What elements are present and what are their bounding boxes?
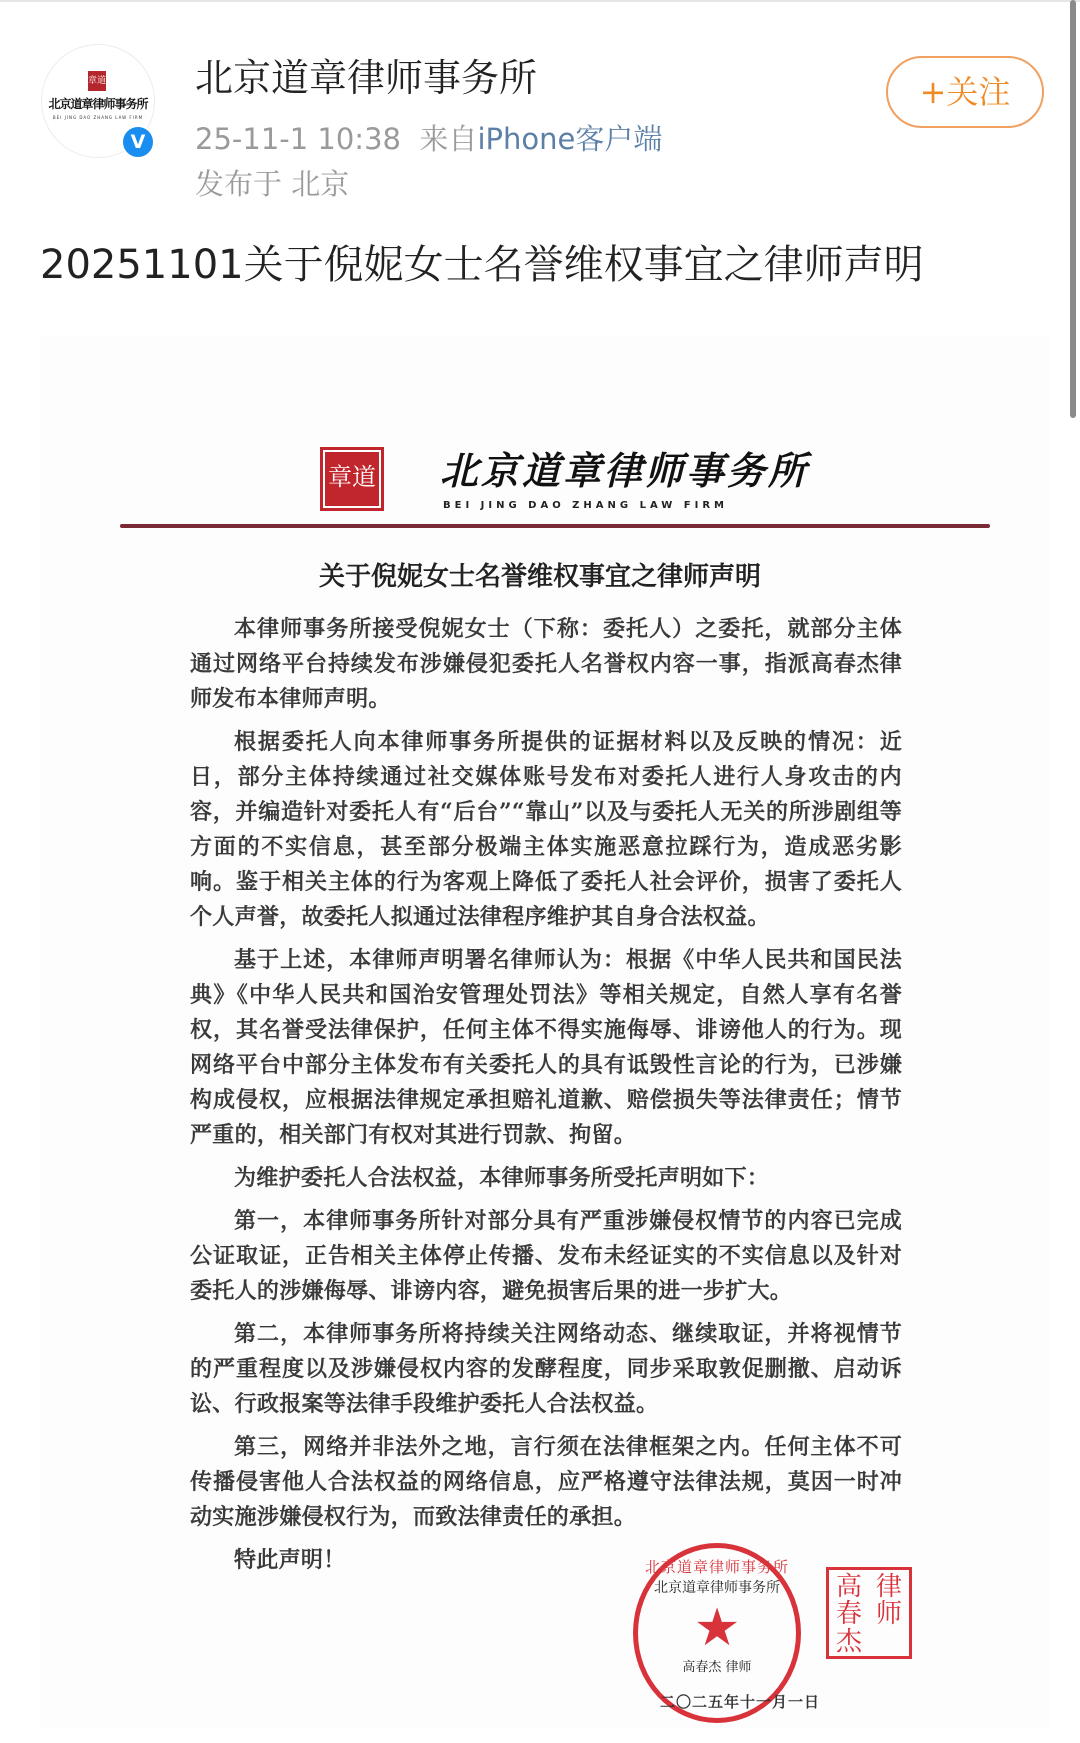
stamp-firm-name: 北京道章律师事务所 [654,1580,780,1596]
post-location: 发布于 北京 [195,167,350,201]
top-divider [0,0,1080,2]
seal-char: 律 [875,1572,902,1602]
document-closing: 特此声明！ [234,1547,346,1573]
stamp-ring-text: 北京道章律师事务所 [644,1558,789,1576]
letterhead-english-name: BEI JING DAO ZHANG LAW FIRM [443,500,728,511]
seal-char: 高 [835,1572,862,1602]
post-text: 20251101关于倪妮女士名誉维权事宜之律师声明 [40,242,924,288]
document-paragraph: 为维护委托人合法权益，本律师事务所受托声明如下： [234,1165,770,1191]
document-paragraph: 第三，网络并非法外之地，言行须在法律框架之内。任何主体不可传播侵害他人合法权益的网络信息，应严格遵守法律法规，莫因一时冲动实施涉嫌侵权行为，而致法律责任的承担。 [190,1434,902,1530]
avatar-logo-text: 北京道章律师事务所 [48,97,148,111]
letterhead-divider [120,524,990,528]
document-paragraph: 基于上述，本律师声明署名律师认为：根据《中华人民共和国民法典》《中华人民共和国治安管理处罚法》等相关规定，自然人享有名誉权，其名誉受法律保护，任何主体不得实施侮辱、诽谤他人的行为。现网络平台中部分主体发布有关委托人的具有诋毁性言论的行为，已涉嫌构成侵权，应根据法律规定承担赔礼道歉、赔偿损失等法律责任；情节严重的，相关部门有权对其进行罚款、拘留。 [190,947,902,1148]
follow-button[interactable]: +关注 [886,56,1044,128]
document-paragraph: 本律师事务所接受倪妮女士（下称：委托人）之委托，就部分主体通过网络平台持续发布涉嫌侵犯委托人名誉权内容一事，指派高春杰律师发布本律师声明。 [190,616,902,712]
avatar-logo-subtext: BEI JING DAO ZHANG LAW FIRM [52,115,144,120]
verified-icon: V [121,125,155,159]
signature-block [190,1543,902,1743]
scrollbar[interactable] [1070,0,1076,418]
seal-char [869,1629,909,1656]
lawyer-name-seal [826,1567,912,1659]
avatar-logo-seal: 章道 [88,71,106,91]
star-icon: ★ [693,1598,741,1658]
source-link[interactable]: iPhone客户端 [477,122,663,156]
letterhead-name: 北京道章律师事务所 [440,448,810,493]
seal-char: 春 [835,1599,862,1630]
source-prefix: 来自 [419,122,478,156]
seal-char: 杰 [835,1626,862,1657]
document-paragraph: 根据委托人向本律师事务所提供的证据材料以及反映的情况：近日，部分主体持续通过社交媒体账号发布对委托人进行人身攻击的内容，并编造针对委托人有“后台”“靠山”以及与委托人无关的所涉剧组等方面的不实信息，甚至部分极端主体实施恶意拉踩行为，造成恶劣影响。鉴于相关主体的行为客观上降低了委托人社会评价，损害了委托人个人声誉，故委托人拟通过法律程序维护其自身合法权益。 [190,729,902,930]
document-title: 关于倪妮女士名誉维权事宜之律师声明 [318,562,761,592]
seal-char: 师 [875,1599,902,1630]
document-paragraph: 第一，本律师事务所针对部分具有严重涉嫌侵权情节的内容已完成公证取证，正告相关主体停止传播、发布未经证实的不实信息以及针对委托人的涉嫌侮辱、诽谤内容，避免损害后果的进一步扩大。 [190,1208,902,1304]
letterhead-logo-seal: 章道 [320,447,384,511]
document-body [190,612,902,1743]
stamp-lawyer-name: 高春杰 律师 [682,1660,752,1675]
timestamp: 25-11-1 10:38 [195,122,401,156]
author-name[interactable]: 北京道章律师事务所 [195,56,538,100]
document-date: 二〇二五年十一月一日 [660,1693,821,1711]
post-meta [195,121,662,157]
document-paragraph: 第二，本律师事务所将持续关注网络动态、继续取证，并将视情节的严重程度以及涉嫌侵权内容的发酵程度，同步采取敦促删撤、启动诉讼、行政报案等法律手段维护委托人合法权益。 [190,1321,902,1417]
